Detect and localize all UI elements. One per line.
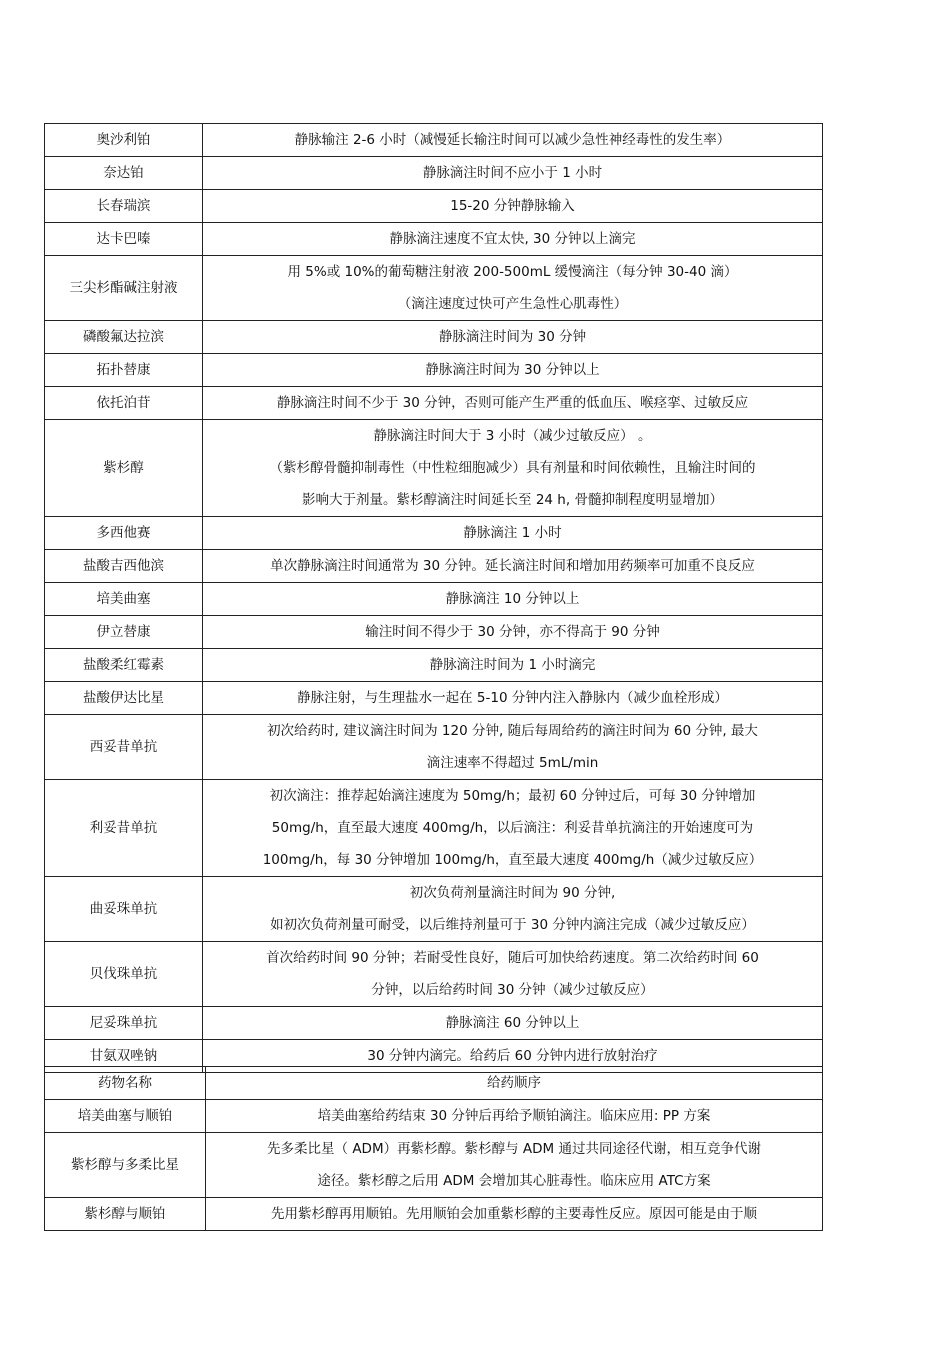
- description-line: 静脉滴注时间不少于 30 分钟，否则可能产生严重的低血压、喉痉挛、过敏反应: [276, 395, 749, 411]
- description-cell: [203, 387, 823, 420]
- description-line: 静脉滴注时间为 30 分钟以上: [425, 362, 600, 378]
- drug-name-cell: 奈达铂: [45, 157, 203, 190]
- drug-name-cell: 贝伐珠单抗: [45, 942, 203, 1007]
- header-drug-name: 药物名称: [45, 1067, 206, 1100]
- drug-name-cell: 紫杉醇与多柔比星: [45, 1133, 206, 1198]
- description-line: 分钟，以后给药时间 30 分钟（减少过敏反应）: [371, 982, 654, 998]
- description-cell: [203, 616, 823, 649]
- drug-name-cell: 利妥昔单抗: [45, 780, 203, 877]
- table-row: [45, 223, 823, 256]
- description-line: 途径。紫杉醇之后用 ADM 会增加其心脏毒性。临床应用 ATC方案: [317, 1173, 711, 1189]
- table-row: [45, 157, 823, 190]
- description-line: 先用紫杉醇再用顺铂。先用顺铂会加重紫杉醇的主要毒性反应。原因可能是由于顺: [271, 1206, 757, 1222]
- description-line: 如初次负荷剂量可耐受，以后维持剂量可于 30 分钟内滴注完成（减少过敏反应）: [270, 917, 755, 933]
- description-line: 静脉滴注时间大于 3 小时（减少过敏反应） 。: [373, 428, 652, 444]
- table-row: [45, 780, 823, 877]
- description-line: 静脉滴注时间为 30 分钟: [438, 329, 587, 345]
- administration-order-table: [44, 1066, 823, 1231]
- description-cell: [203, 223, 823, 256]
- description-cell: [203, 354, 823, 387]
- description-cell: [203, 517, 823, 550]
- table-row: [45, 354, 823, 387]
- table-row: [45, 256, 823, 321]
- table-row: [45, 124, 823, 157]
- description-cell: [203, 550, 823, 583]
- table-row: [45, 550, 823, 583]
- drug-name-cell: 紫杉醇: [45, 420, 203, 517]
- drug-name-cell: 紫杉醇与顺铂: [45, 1198, 206, 1231]
- drug-name-cell: 曲妥珠单抗: [45, 877, 203, 942]
- description-line: 首次给药时间 90 分钟；若耐受性良好，随后可加快给药速度。第二次给药时间 60: [266, 950, 759, 966]
- description-line: 15-20 分钟静脉输入: [450, 198, 575, 214]
- drug-name-cell: 多西他赛: [45, 517, 203, 550]
- description-line: （紫杉醇骨髓抑制毒性（中性粒细胞减少）具有剂量和时间依赖性，且输注时间的: [269, 460, 756, 476]
- description-line: 用 5%或 10%的葡萄糖注射液 200-500mL 缓慢滴注（每分钟 30-40 滴）: [287, 264, 738, 280]
- drug-name-cell: 甘氨双唑钠: [45, 1040, 203, 1073]
- description-cell: [203, 157, 823, 190]
- table-row: [45, 387, 823, 420]
- drug-name-cell: 伊立替康: [45, 616, 203, 649]
- description-cell: [203, 1007, 823, 1040]
- description-cell: [203, 124, 823, 157]
- description-line: 培美曲塞给药结束 30 分钟后再给予顺铂滴注。临床应用: PP 方案: [317, 1108, 711, 1124]
- description-cell: [203, 256, 823, 321]
- description-line: 单次静脉滴注时间通常为 30 分钟。延长滴注时间和增加用药频率可加重不良反应: [270, 558, 755, 574]
- drug-name-cell: 达卡巴嗪: [45, 223, 203, 256]
- description-line: 初次负荷剂量滴注时间为 90 分钟,: [409, 885, 616, 901]
- drug-name-cell: 奥沙利铂: [45, 124, 203, 157]
- table-row: [45, 1007, 823, 1040]
- drug-name-cell: 盐酸柔红霉素: [45, 649, 203, 682]
- header-order: 给药顺序: [206, 1067, 823, 1100]
- drug-name-cell: 培美曲塞: [45, 583, 203, 616]
- table-row: [45, 420, 823, 517]
- table-row: [45, 877, 823, 942]
- drug-name-cell: 依托泊苷: [45, 387, 203, 420]
- table-row: [45, 1100, 823, 1133]
- description-cell: [203, 682, 823, 715]
- description-line: （滴注速度过快可产生急性心肌毒性）: [397, 296, 628, 312]
- table-row: [45, 682, 823, 715]
- description-line: 影响大于剂量。紫杉醇滴注时间延长至 24 h, 骨髓抑制程度明显增加）: [302, 492, 723, 508]
- table-row: [45, 649, 823, 682]
- description-line: 静脉输注 2-6 小时（减慢延长输注时间可以减少急性神经毒性的发生率）: [294, 132, 731, 148]
- description-line: 滴注速率不得超过 5mL/min: [426, 755, 599, 771]
- description-line: 30 分钟内滴完。给药后 60 分钟内进行放射治疗: [367, 1048, 658, 1064]
- description-line: 静脉滴注 10 分钟以上: [445, 591, 580, 607]
- description-line: 50mg/h，直至最大速度 400mg/h，以后滴注：利妥昔单抗滴注的开始速度可为: [271, 820, 754, 836]
- drug-name-cell: 三尖杉酯碱注射液: [45, 256, 203, 321]
- table-row: [45, 1133, 823, 1198]
- description-line: 初次给药时, 建议滴注时间为 120 分钟, 随后每周给药的滴注时间为 60 分钟, 最大: [267, 723, 758, 739]
- description-line: 静脉注射，与生理盐水一起在 5-10 分钟内注入静脉内（减少血栓形成）: [297, 690, 728, 706]
- description-line: 静脉滴注速度不宜太快, 30 分钟以上滴完: [389, 231, 636, 247]
- description-line: 静脉滴注 60 分钟以上: [445, 1015, 580, 1031]
- description-cell: [203, 420, 823, 517]
- table-row: [45, 321, 823, 354]
- drug-name-cell: 西妥昔单抗: [45, 715, 203, 780]
- description-cell: [203, 190, 823, 223]
- table-row: [45, 616, 823, 649]
- drug-name-cell: 长春瑞滨: [45, 190, 203, 223]
- drug-name-cell: 盐酸伊达比星: [45, 682, 203, 715]
- description-line: 静脉滴注时间不应小于 1 小时: [422, 165, 603, 181]
- table-row: [45, 583, 823, 616]
- drug-name-cell: 盐酸吉西他滨: [45, 550, 203, 583]
- description-line: 100mg/h，每 30 分钟增加 100mg/h，直至最大速度 400mg/h（减少过敏反应）: [262, 852, 763, 868]
- description-line: 静脉滴注 1 小时: [463, 525, 562, 541]
- description-line: 输注时间不得少于 30 分钟，亦不得高于 90 分钟: [365, 624, 660, 640]
- description-line: 先多柔比星（ ADM）再紫杉醇。紫杉醇与 ADM 通过共同途径代谢，相互竞争代谢: [267, 1141, 761, 1157]
- description-cell: [203, 649, 823, 682]
- infusion-time-table: [44, 123, 823, 1073]
- drug-name-cell: 培美曲塞与顺铂: [45, 1100, 206, 1133]
- drug-name-cell: 拓扑替康: [45, 354, 203, 387]
- table-row: [45, 190, 823, 223]
- description-cell: [203, 780, 823, 877]
- description-cell: [206, 1133, 823, 1198]
- description-cell: [203, 321, 823, 354]
- description-cell: [206, 1198, 823, 1231]
- description-cell: [203, 715, 823, 780]
- description-cell: [203, 942, 823, 1007]
- description-cell: [203, 583, 823, 616]
- drug-name-cell: 尼妥珠单抗: [45, 1007, 203, 1040]
- table-row: [45, 517, 823, 550]
- description-line: 静脉滴注时间为 1 小时滴完: [429, 657, 596, 673]
- description-line: 初次滴注：推荐起始滴注速度为 50mg/h；最初 60 分钟过后，可每 30 分钟增加: [269, 788, 756, 804]
- table-row: [45, 715, 823, 780]
- table-row: [45, 1198, 823, 1231]
- drug-name-cell: 磷酸氟达拉滨: [45, 321, 203, 354]
- table-row: [45, 942, 823, 1007]
- description-cell: [206, 1100, 823, 1133]
- table-header-row: [45, 1067, 823, 1100]
- description-cell: [203, 877, 823, 942]
